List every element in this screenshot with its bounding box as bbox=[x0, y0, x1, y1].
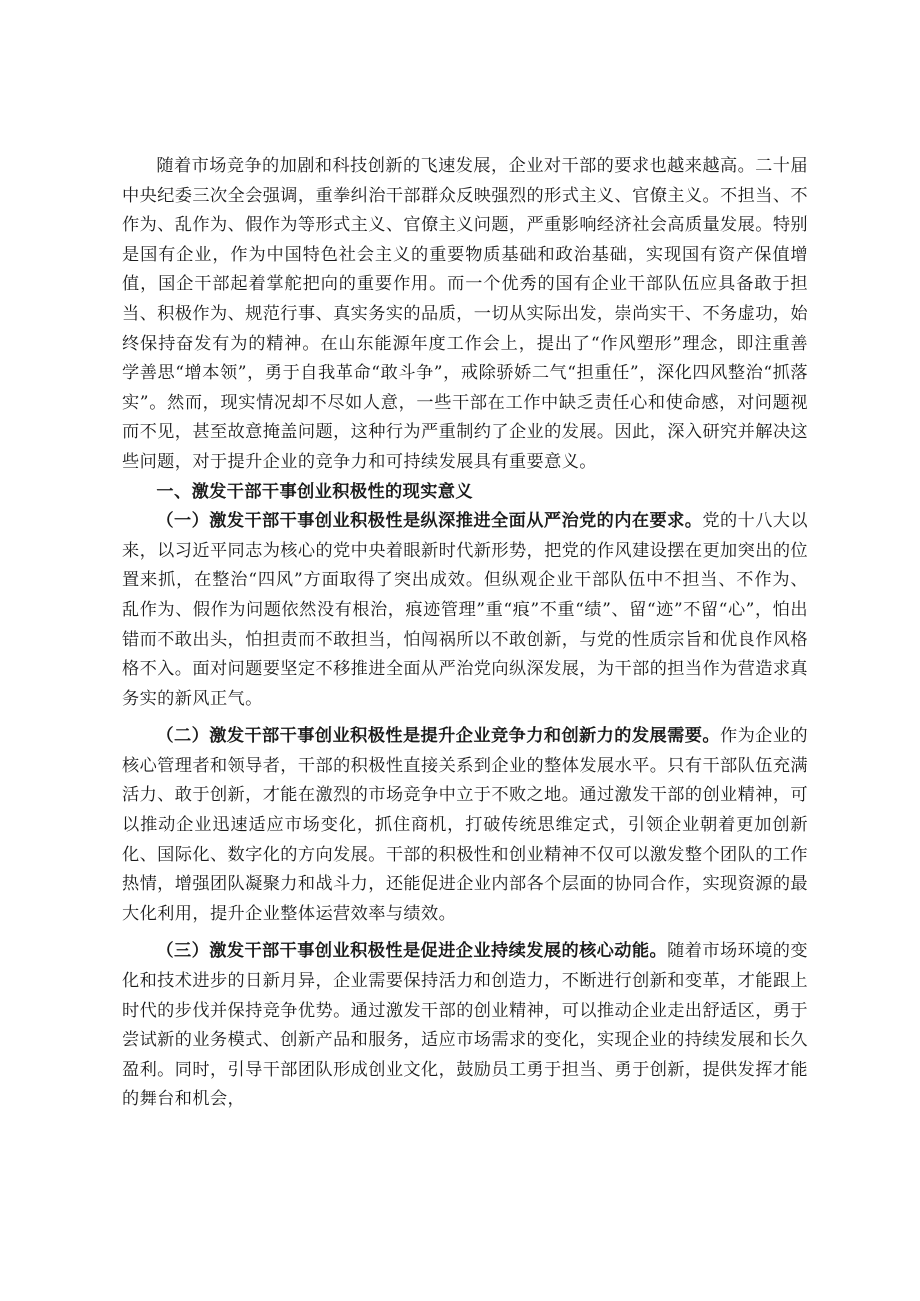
intro-paragraph: 随着市场竞争的加剧和科技创新的飞速发展，企业对干部的要求也越来越高。二十届中央纪委三次全会强调，重拳纠治干部群众反映强烈的形式主义、官僚主义。不担当、不作为、乱作为、假作为等形式主义、官僚主义问题，严重影响经济社会高质量发展。特别是国有企业，作为中国特色社会主义的重要物质基础和政治基础，实现国有资产保值增值，国企干部起着掌舵把向的重要作用。而一个优秀的国有企业干部队伍应具备敢于担当、积极作为、规范行事、真实务实的品质，一切从实际出发，崇尚实干、不务虚功，始终保持奋发有为的精神。在山东能源年度工作会上，提出了“作风塑形”理念，即注重善学善思“增本领”，勇于自我革命“敢斗争”，戒除骄娇二气“担重任”，深化四风整治“抓落实”。然而，现实情况却不尽如人意，一些干部在工作中缺乏责任心和使命感，对问题视而不见，甚至故意掩盖问题，这种行为严重制约了企业的发展。因此，深入研究并解决这些问题，对于提升企业的竞争力和可持续发展具有重要意义。 bbox=[122, 156, 808, 472]
subsection-paragraph-1 bbox=[122, 507, 808, 714]
subsection-paragraph-2 bbox=[122, 722, 808, 929]
subsection-lead-2: （二）激发干部干事创业积极性是提升企业竞争力和创新力的发展需要。 bbox=[156, 726, 720, 747]
subsection-body-2: 作为企业的核心管理者和领导者，干部的积极性直接关系到企业的整体发展水平。只有干部队伍充满活力、敢于创新，才能在激烈的市场竞争中立于不败之地。通过激发干部的创业精神，可以推动企业迅速适应市场变化，抓住商机，打破传统思维定式，引领企业朝着更加创新化、国际化、数字化的方向发展。干部的积极性和创业精神不仅可以激发整个团队的工作热情，增强团队凝聚力和战斗力，还能促进企业内部各个层面的协同合作，实现资源的最大化利用，提升企业整体运营效率与绩效。 bbox=[122, 726, 808, 924]
subsection-paragraph-3 bbox=[122, 937, 808, 1115]
subsection-body-3: 随着市场环境的变化和技术进步的日新月异，企业需要保持活力和创造力，不断进行创新和变革，才能跟上时代的步伐并保持竞争优势。通过激发干部的创业精神，可以推动企业走出舒适区，勇于尝试新的业务模式、创新产品和服务，适应市场需求的变化，实现企业的持续发展和长久盈利。同时，引导干部团队形成创业文化，鼓励员工勇于担当、勇于创新，提供发挥才能的舞台和机会， bbox=[122, 941, 808, 1110]
subsection-lead-3: （三）激发干部干事创业积极性是促进企业持续发展的核心动能。 bbox=[156, 941, 668, 962]
subsection-lead-1: （一）激发干部干事创业积极性是纵深推进全面从严治党的内在要求。 bbox=[156, 511, 703, 532]
section-heading-1: 一、激发干部干事创业积极性的现实意义 bbox=[156, 481, 473, 502]
subsection-body-1: 党的十八大以来，以习近平同志为核心的党中央着眼新时代新形势，把党的作风建设摆在更加突出的位置来抓，在整治“四风”方面取得了突出成效。但纵观企业干部队伍中不担当、不作为、乱作为、假作为问题依然没有根治，痕迹管理”重“痕”不重“绩”、留“迹”不留“心”，怕出错而不敢出头，怕担责而不敢担当，怕闯祸所以不敢创新，与党的性质宗旨和优良作风格格不入。面对问题要坚定不移推进全面从严治党向纵深发展，为干部的担当作为营造求真务实的新风正气。 bbox=[122, 511, 809, 709]
document-page bbox=[122, 152, 808, 1115]
